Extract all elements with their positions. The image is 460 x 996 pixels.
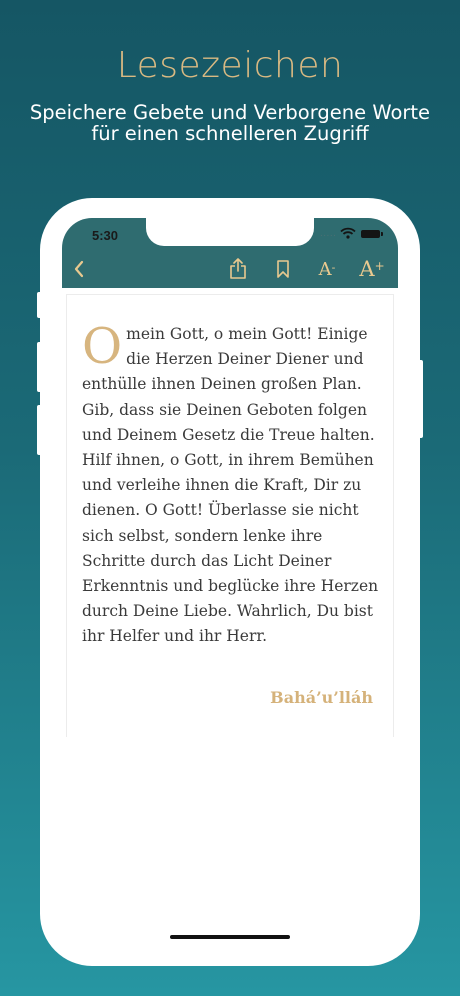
phone-frame xyxy=(40,198,420,966)
share-icon xyxy=(229,258,247,280)
prayer-drop-cap: O xyxy=(82,318,123,375)
increase-font-letter: A xyxy=(359,257,375,281)
battery-icon xyxy=(361,230,380,238)
back-button[interactable] xyxy=(70,258,88,280)
increase-font-sign: + xyxy=(374,259,385,273)
back-chevron-icon xyxy=(73,260,85,278)
prayer-page xyxy=(66,294,394,737)
signal-indicator: ..... xyxy=(320,228,337,239)
status-time: 5:30 xyxy=(92,228,119,243)
prayer-author: Bahá’u’lláh xyxy=(270,688,373,707)
bookmark-icon xyxy=(276,260,290,278)
increase-font-button[interactable] xyxy=(360,258,384,280)
home-indicator[interactable] xyxy=(170,935,290,939)
prayer-text: mein Gott, o mein Gott! Einige die Herzen Deiner Diener und enthülle ihnen Deinen großen Plan. Gib, dass sie Deinen Geboten folgen und Deinem Gesetz die Treue halten. Hilf ihnen, o Gott, in ihrem Bemühen und verleihe ihnen die Kraft, Dir zu dienen. O Gott! Überlasse sie nicht sich selbst, sondern lenke ihre Schritte durch das Licht Deiner Erkenntnis und beglücke ihre Herzen durch Deine Liebe. Wahrlich, Du bist ihr Helfer und ihr Herr. xyxy=(82,325,379,646)
battery-tip xyxy=(381,232,383,236)
app-top-bar xyxy=(62,218,398,288)
prayer-text-block xyxy=(82,318,380,650)
bookmark-button[interactable] xyxy=(274,258,292,280)
decrease-font-letter: A xyxy=(318,258,332,280)
share-button[interactable] xyxy=(228,258,248,280)
wifi-icon xyxy=(340,227,356,239)
decrease-font-sign: - xyxy=(331,260,336,274)
screen-headline: Lesezeichen xyxy=(116,45,344,86)
screen-subtitle xyxy=(20,102,440,144)
phone-notch xyxy=(146,218,314,246)
subtitle-line-1: Speichere Gebete und Verborgene Worte xyxy=(29,101,431,124)
decrease-font-button[interactable] xyxy=(316,258,338,280)
subtitle-line-2: für einen schnelleren Zugriff xyxy=(91,122,369,145)
